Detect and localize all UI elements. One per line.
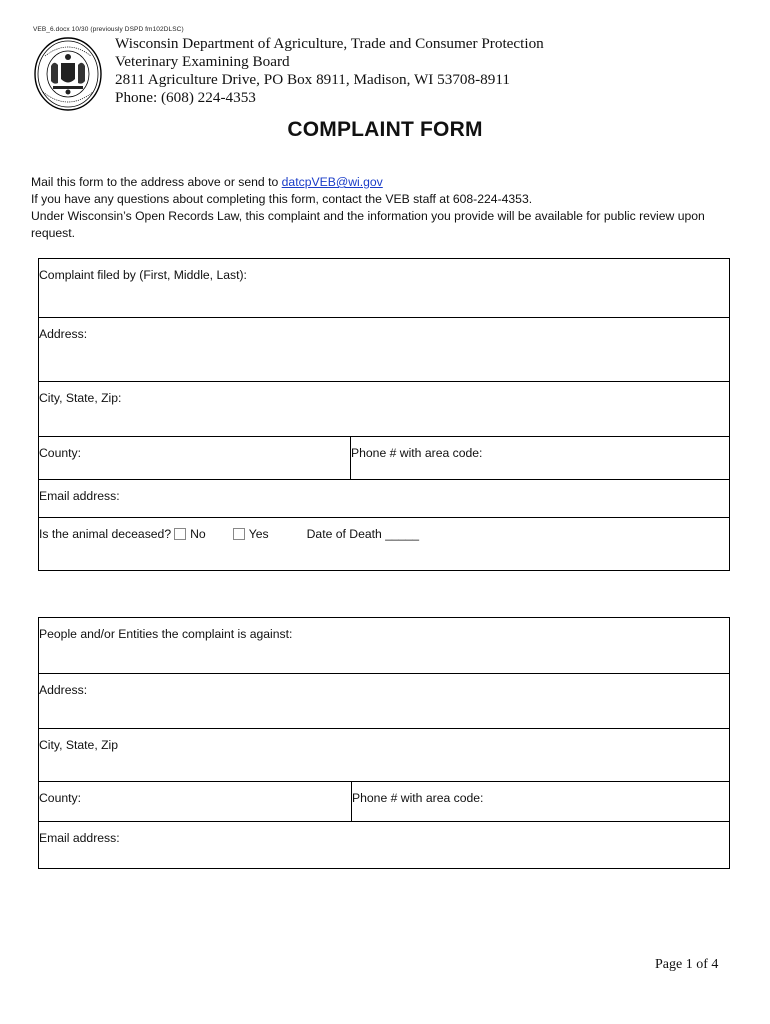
complainant-phone-label: Phone # with area code: [351, 446, 483, 460]
animal-deceased-question [39, 527, 419, 541]
document-id: VEB_6.docx 10/30 (previously DSPD fm102DLSC) [33, 26, 184, 33]
complainant-name-field[interactable] [39, 259, 729, 318]
agency-phone: Phone: (608) 224-4353 [115, 89, 256, 106]
respondent-section [38, 617, 730, 869]
respondent-address-label: Address: [39, 683, 88, 697]
intro-line-2: If you have any questions about completing this form, contact the VEB staff at 608-224-4353. [31, 192, 533, 206]
respondent-city-field[interactable] [39, 729, 729, 782]
intro-mail-text: Mail this form to the address above or send to [31, 175, 282, 189]
email-link[interactable]: datcpVEB@wi.gov [281, 175, 383, 189]
animal-deceased-row [39, 518, 729, 570]
board-name: Veterinary Examining Board [115, 53, 290, 70]
state-seal-icon [33, 36, 103, 112]
respondent-county-field[interactable] [39, 782, 352, 821]
respondent-name-label: People and/or Entities the complaint is against: [39, 627, 293, 641]
respondent-email-label: Email address: [39, 831, 120, 845]
respondent-city-label: City, State, Zip [39, 738, 119, 752]
complainant-address-label: Address: [39, 327, 88, 341]
respondent-address-field[interactable] [39, 674, 729, 729]
respondent-name-field[interactable] [39, 618, 729, 674]
intro-line-1 [31, 174, 741, 191]
complainant-email-field[interactable] [39, 480, 729, 518]
page-number: Page 1 of 4 [655, 957, 719, 972]
deceased-no-checkbox[interactable] [174, 528, 186, 540]
respondent-phone-field[interactable] [352, 782, 729, 821]
complainant-city-label: City, State, Zip: [39, 391, 122, 405]
intro-text [31, 174, 741, 242]
complainant-address-field[interactable] [39, 318, 729, 382]
agency-address: 2811 Agriculture Drive, PO Box 8911, Madison, WI 53708-8911 [115, 71, 510, 88]
deceased-yes-checkbox[interactable] [233, 528, 245, 540]
complainant-county-phone-row [39, 437, 729, 480]
respondent-email-field[interactable] [39, 822, 729, 868]
complainant-city-field[interactable] [39, 382, 729, 437]
respondent-county-phone-row [39, 782, 729, 822]
animal-deceased-label: Is the animal deceased? [39, 527, 172, 541]
deceased-no-label: No [190, 527, 206, 541]
complainant-name-label: Complaint filed by (First, Middle, Last): [39, 268, 247, 282]
complainant-email-label: Email address: [39, 489, 120, 503]
respondent-county-label: County: [39, 791, 82, 805]
complainant-phone-field[interactable] [351, 437, 729, 479]
page-title: COMPLAINT FORM [287, 118, 483, 141]
complainant-county-label: County: [39, 446, 82, 460]
deceased-yes-label: Yes [248, 527, 269, 541]
intro-line-3: Under Wisconsin’s Open Records Law, this complaint and the information you provide will be available for public review upon request. [31, 209, 705, 240]
date-of-death-field[interactable]: Date of Death _____ [306, 527, 420, 541]
agency-name: Wisconsin Department of Agriculture, Trade and Consumer Protection [115, 35, 544, 52]
complainant-county-field[interactable] [39, 437, 351, 479]
complainant-section [38, 258, 730, 571]
respondent-phone-label: Phone # with area code: [352, 791, 484, 805]
agency-header [115, 35, 544, 107]
